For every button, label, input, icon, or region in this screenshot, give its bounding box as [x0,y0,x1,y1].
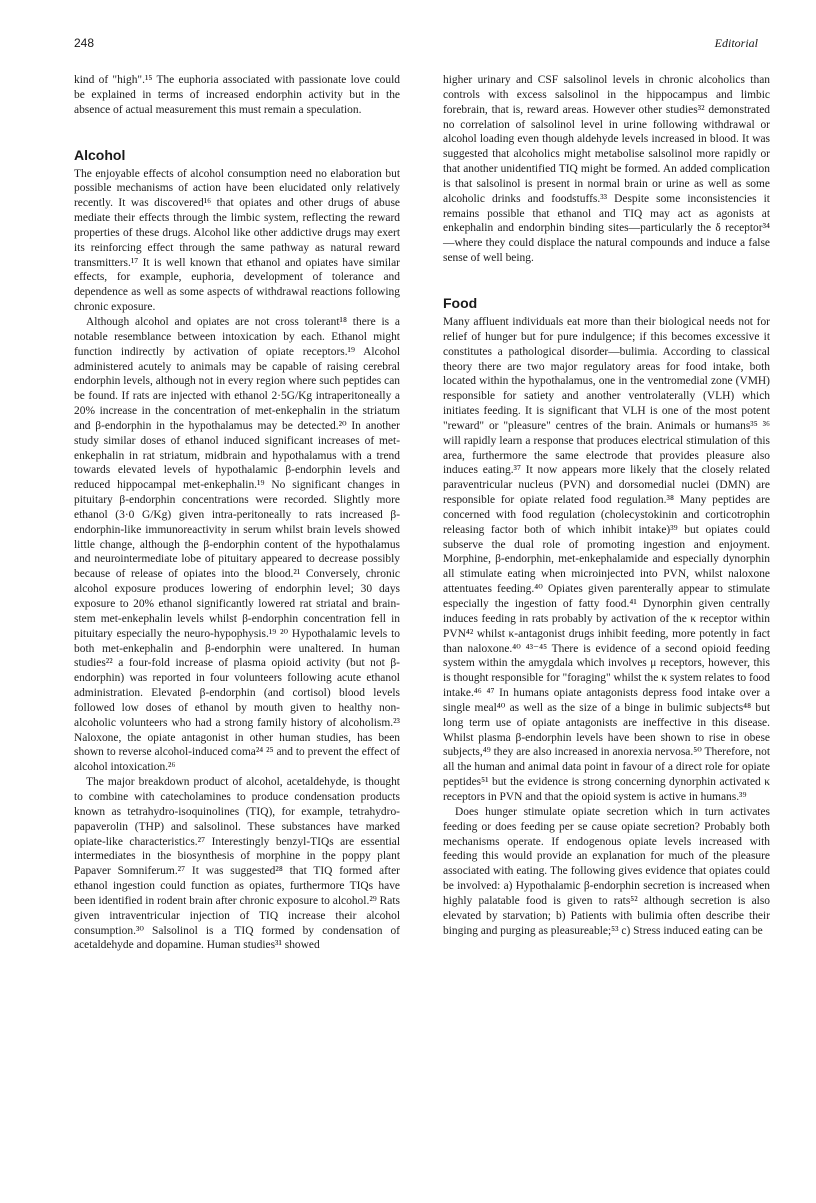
alcohol-paragraph-2: Although alcohol and opiates are not cross tolerant¹⁸ there is a notable resemblance between intoxication by each. Ethanol might function indirectly by activation of opiate receptors.¹⁹ Alcohol administered acutely to animals may be capable of raising cerebral endorphin levels, although not in every region where such peptides can be found. If rats are injected with ethanol 2·5G/Kg intraperitoneally a 20% increase in the concentration of met-enkephalin in the striatum and β-endorphin in the hypothalamus may be detected.²⁰ In another study similar doses of ethanol induced significant increases of met-enkephalin in rat striatum, midbrain and hypothalamus with a trend towards elevated levels of hypothalamic β-endorphin levels and reduced hippocampal met-enkephalin.¹⁹ No significant changes in pituitary β-endorphin concentrations were recorded. Slightly more ethanol (3·0 G/Kg) given intra-peritoneally to rats increased β-endorphin-like immunoreactivity in serum whilst brain levels showed little change, although the β-endorphin content of the hypothalamus and neurointermediate lobe of pituitary appeared to decrease possibly because of release of opiates into the blood.²¹ Conversely, chronic alcohol exposure produces lowering of endorphin level; 30 days exposure to 20% ethanol significantly lowered rat striatal and brain-stem met-enkephalin levels whilst β-endorphin concentration fell in pituitary especially the neuro-hypophysis.¹⁹ ²⁰ Hypothalamic levels to both met-enkephalin and β-endorphin were unaltered. In human studies²² a four-fold increase of plasma opioid activity (but not β-endorphin) was reported in four volunteers following acute ethanol administration. Elevated β-endorphin (and cortisol) blood levels followed low doses of ethanol by mouth given to healthy non-alcoholic volunteers who had a strong family history of alcoholism.²³ Naloxone, the opiate antagonist in other human studies, has been shown to reverse alcohol-induced coma²⁴ ²⁵ and to prevent the effect of alcohol intoxication.²⁶ [74,315,400,774]
page-number: 248 [74,36,95,50]
page-header [74,36,758,54]
alcohol-paragraph-continued: higher urinary and CSF salsolinol levels in chronic alcoholics than controls with excess salsolinol in the hippocampus and limbic forebrain, that is, reward areas. However other studies³² demonstrated no correlation of salsolinol level in urine following withdrawal or alcohol loading even though aldehyde levels increased in blood. It was suggested that alcoholics might metabolise salsolinol more rapidly or that another unidentified TIQ might be formed. An added complication is that salsolinol is present in normal brain or urine as well as some alcoholic drinks and foodstuffs.³³ Despite some inconsistencies it remains possible that ethanol and TIQ may act as agonists at enkephalin and endorphin binding sites—particularly the δ receptor³⁴—where they could displace the natural compounds and induce a false sense of well being. [443,74,770,265]
left-column [74,73,400,953]
right-column [443,73,770,938]
alcohol-paragraph-3: The major breakdown product of alcohol, acetaldehyde, is thought to combine with catecholamines to produce condensation products known as tetrahydro-isoquinolines (TIQ), for example, tetrahydro-papaverolin (THP) and salsolinol. These substances have marked opiate-like characteristics.²⁷ Interestingly benzyl-TIQs are essential intermediates in the biosynthesis of morphine in the poppy plant Papaver Somniferum.²⁷ It was suggested²⁸ that TIQ formed after ethanol ingestion could function as opiates, furthermore TIQs have been identified in rodent brain after chronic exposure to alcohol.²⁹ Rats given intraventricular injection of TIQ increase their alcohol consumption.³⁰ Salsolinol is a TIQ formed by condensation of acetaldehyde and dopamine. Human studies³¹ showed [74,776,400,952]
intro-paragraph: kind of "high".¹⁵ The euphoria associated with passionate love could be explained in terms of increased endorphin activity but in the absence of actual measurement this must remain a speculation. [74,74,400,116]
section-heading-alcohol: Alcohol [74,146,126,163]
section-heading-food: Food [443,294,478,311]
food-paragraph-1: Many affluent individuals eat more than their biological needs not for relief of hunger but for pure indulgence; if this becomes excessive it constitutes a pathological disorder—bulimia. According to classical theory there are two major regulatory areas for food intake, both located within the hypothalamus, one in the ventromedial zone (VMH) responsible for satiety and another ventrolaterally (VLH) which initiates feeding. It is significant that VLH is one of the most potent "reward" or "pleasure" centres of the brain. Animals or humans³⁵ ³⁶ will rapidly learn a response that produces electrical stimulation of this area, furthermore the same electrode that provides pleasure also induces eating.³⁷ It now appears more likely that the closely related paraventricular nucleus (PVN) and dorsomedial nuclei (DMN) are responsible for opiate related food regulation.³⁸ Many peptides are concerned with food regulation (cholecystokinin and corticotrophin releasing factor both of which inhibit intake)³⁹ but opiates could subserve the dual role of promoting ingestion and enjoyment. Morphine, β-endorphin, met-enkephalamide and especially dynorphin all stimulate eating when microinjected into PVN, whilst naloxone attentuates feeding.⁴⁰ Opiates given parenterally appear to stimulate especially the ingestion of fatty food.⁴¹ Dynorphin given centrally induces feeding in rats probably by activation of the κ receptor within PVN⁴² whilst κ-antagonist drugs inhibit feeding, more potently in fact than naloxone.⁴⁰ ⁴³⁻⁴⁵ There is evidence of a second opioid feeding system within the amygdala which involves μ receptors, however, this is thought responsible for "foraging" whilst the κ system relates to food intake.⁴⁶ ⁴⁷ In humans opiate antagonists depress food intake over a single meal⁴⁰ as well as the size of a binge in bulimic subjects⁴⁸ but long term use of opiate antagonists are ineffective in this disease. Whilst plasma β-endorphin levels have been shown to rise in obese subjects,⁴⁹ they are also increased in anorexia nervosa.⁵⁰ Therefore, not all the human and animal data point in favour of a direct role for opiate peptides⁵¹ but the evidence is strong concerning dynorphin activated κ receptors in PVN and that the opioid system is active in humans.³⁹ [443,315,770,803]
food-paragraph-2: Does hunger stimulate opiate secretion which in turn activates feeding or does feeding per se cause opiate secretion? Probably both mechanisms operate. If endogenous opiate levels increased with feeding this would provide an explanation for much of the pleasure associated with eating. The following gives evidence that opiates could be involved: a) Hypothalamic β-endorphin secretion is increased when highly palatable food is given to rats⁵² although secretion is also elevated by starvation; b) Patients with bulimia often describe their binging and purging as pleasureable;⁵³ c) Stress induced eating can be [443,805,770,937]
running-head: Editorial [714,36,758,50]
alcohol-paragraph-1: The enjoyable effects of alcohol consumption need no elaboration but possible mechanisms of action have been elucidated only relatively recently. It was discovered¹⁶ that opiates and other drugs of abuse mediate their effects through the limbic system, reflecting the reward properties of these drugs. Alcohol like other addictive drugs may exert its reinforcing effect through the same pathway as natural reward transmitters.¹⁷ It is well known that ethanol and opiates have similar effects, for example, euphoria, development of tolerance and dependence as well as some aspects of withdrawal reactions following chronic exposure. [74,167,400,314]
